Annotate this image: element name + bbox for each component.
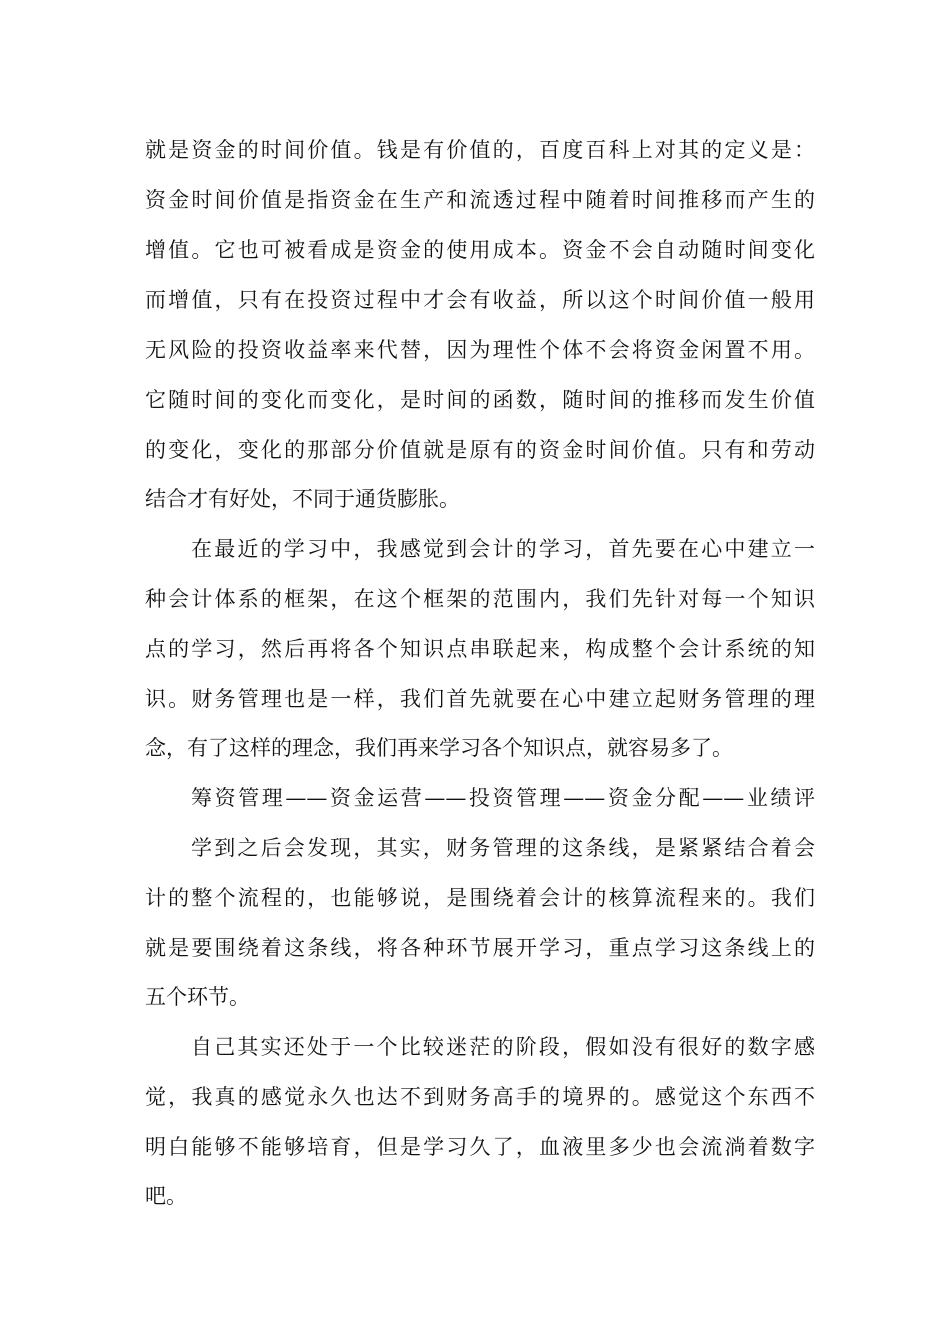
text-line-17: 就是要围绕着这条线，将各种环节展开学习，重点学习这条线上的 (145, 936, 815, 960)
text-line-2: 资金时间价值是指资金在生产和流透过程中随着时间推移而产生的 (145, 188, 815, 212)
text-line-9: 在最近的学习中，我感觉到会计的学习，首先要在心中建立一 (191, 537, 815, 561)
text-line-8: 结合才有好处，不同于通货膨胀。 (145, 487, 460, 511)
text-line-5: 无风险的投资收益率来代替，因为理性个体不会将资金闲置不用。 (145, 338, 815, 362)
text-line-15: 学到之后会发现，其实，财务管理的这条线，是紧紧结合着会 (191, 836, 815, 860)
text-line-6: 它随时间的变化而变化，是时间的函数，随时间的推移而发生价值 (145, 388, 815, 412)
text-line-14: 筹资管理——资金运营——投资管理——资金分配——业绩评 (191, 786, 815, 810)
text-line-12: 识。财务管理也是一样，我们首先就要在心中建立起财务管理的理 (145, 687, 815, 711)
text-line-13: 念，有了这样的理念，我们再来学习各个知识点，就容易多了。 (145, 736, 733, 760)
text-line-3: 增值。它也可被看成是资金的使用成本。资金不会自动随时间变化 (145, 238, 815, 262)
text-line-18: 五个环节。 (145, 985, 250, 1009)
text-line-19: 自己其实还处于一个比较迷茫的阶段，假如没有很好的数字感 (191, 1035, 815, 1059)
text-line-1: 就是资金的时间价值。钱是有价值的，百度百科上对其的定义是： (145, 138, 815, 162)
text-line-21: 明白能够不能够培育，但是学习久了，血液里多少也会流淌着数字 (145, 1135, 815, 1159)
text-line-10: 种会计体系的框架，在这个框架的范围内，我们先针对每一个知识 (145, 587, 815, 611)
text-line-20: 觉，我真的感觉永久也达不到财务高手的境界的。感觉这个东西不 (145, 1085, 815, 1109)
text-line-16: 计的整个流程的，也能够说，是围绕着会计的核算流程来的。我们 (145, 886, 815, 910)
text-line-11: 点的学习，然后再将各个知识点串联起来，构成整个会计系统的知 (145, 637, 815, 661)
text-line-4: 而增值，只有在投资过程中才会有收益，所以这个时间价值一般用 (145, 288, 815, 312)
text-line-7: 的变化，变化的那部分价值就是原有的资金时间价值。只有和劳动 (145, 438, 815, 462)
text-line-22: 吧。 (145, 1184, 187, 1208)
